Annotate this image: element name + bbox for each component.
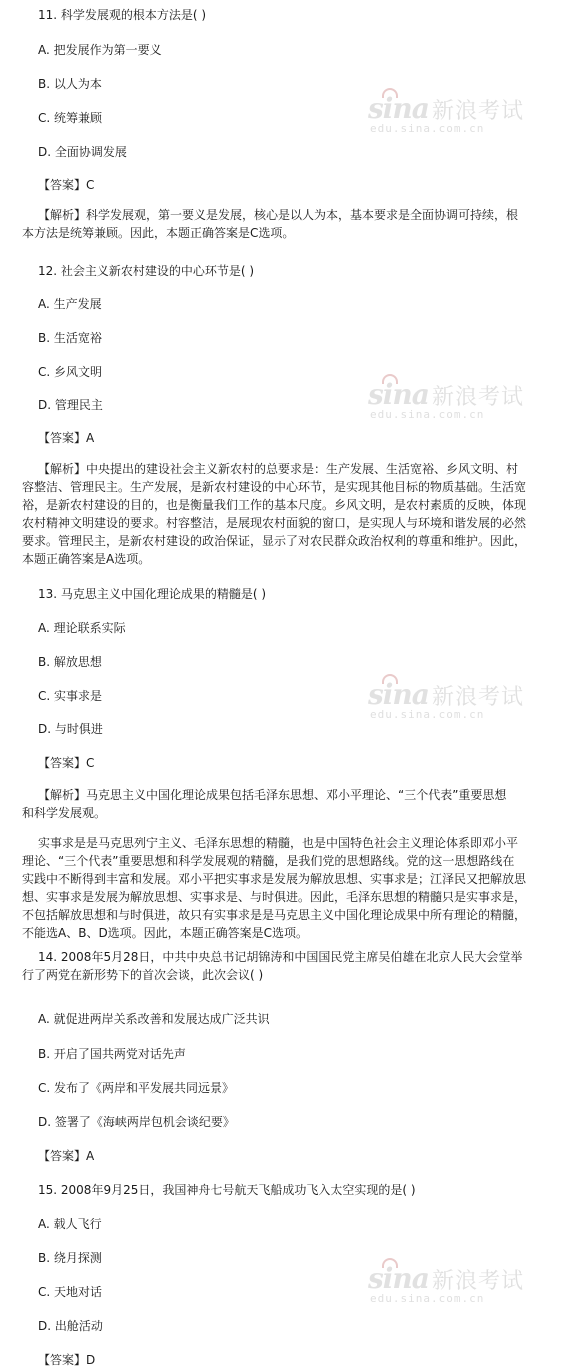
q11-option-c: C. 统筹兼顾 — [38, 111, 103, 125]
q12-option-a: A. 生产发展 — [38, 297, 102, 311]
analysis-line: 农村精神文明建设的要求。村容整洁，是展现农村面貌的窗口，是实现人与环境和谐发展的必然 — [22, 516, 527, 530]
sina-eye-icon — [382, 1258, 398, 1268]
watermark-cn: 新浪考试 — [432, 99, 525, 124]
q11-analysis — [22, 206, 518, 242]
q14-answer: 【答案】A — [38, 1149, 95, 1163]
q15-answer: 【答案】D — [38, 1353, 96, 1367]
question-line: 14. 2008年5月28日，中共中央总书记胡锦涛和中国国民党主席吴伯雄在北京人民大会堂举 — [38, 950, 523, 964]
analysis-line: 实事求是是马克思列宁主义、毛泽东思想的精髓，也是中国特色社会主义理论体系即邓小平 — [38, 836, 519, 850]
q14-option-b: B. 开启了国共两党对话先声 — [38, 1047, 186, 1061]
analysis-line: 本方法是统筹兼顾。因此，本题正确答案是C选项。 — [22, 226, 295, 240]
q13-option-b: B. 解放思想 — [38, 655, 102, 669]
q14-option-c: C. 发布了《两岸和平发展共同远景》 — [38, 1081, 235, 1095]
watermark — [368, 1262, 548, 1308]
sina-eye-icon — [382, 674, 398, 684]
watermark-logo: sina — [368, 1262, 429, 1295]
question-11: 11. 科学发展观的根本方法是( ) — [38, 8, 207, 22]
q12-analysis — [22, 460, 526, 568]
watermark-url: edu.sina.com.cn — [370, 1292, 485, 1305]
q15-option-d: D. 出舱活动 — [38, 1319, 103, 1333]
sina-eye-icon — [382, 374, 398, 384]
watermark-logo: sina — [368, 678, 429, 711]
q14-option-d: D. 签署了《海峡两岸包机会谈纪要》 — [38, 1115, 235, 1129]
q12-answer: 【答案】A — [38, 431, 95, 445]
watermark-logo: sina — [368, 92, 429, 125]
analysis-line: 不包括解放思想和与时俱进，故只有实事求是是马克思主义中国化理论成果中所有理论的精髓， — [22, 908, 527, 922]
analysis-line: 理论、“三个代表”重要思想和科学发展观的精髓，是我们党的思想路线。党的这一思想路线在 — [22, 854, 515, 868]
analysis-line: 【解析】马克思主义中国化理论成果包括毛泽东思想、邓小平理论、“三个代表”重要思想 — [38, 788, 507, 802]
q13-option-d: D. 与时俱进 — [38, 722, 103, 736]
analysis-line: 【解析】中央提出的建设社会主义新农村的总要求是：生产发展、生活宽裕、乡风文明、村 — [38, 462, 519, 476]
watermark — [368, 378, 548, 424]
q15-option-a: A. 载人飞行 — [38, 1217, 102, 1231]
q12-option-b: B. 生活宽裕 — [38, 331, 102, 345]
q15-option-c: C. 天地对话 — [38, 1285, 103, 1299]
watermark-url: edu.sina.com.cn — [370, 708, 485, 721]
q13-analysis — [22, 786, 506, 822]
analysis-line: 实践中不断得到丰富和发展。邓小平把实事求是发展为解放思想、实事求是；江泽民又把解放思 — [22, 872, 527, 886]
watermark-url: edu.sina.com.cn — [370, 408, 485, 421]
q11-option-d: D. 全面协调发展 — [38, 145, 127, 159]
q12-option-c: C. 乡风文明 — [38, 365, 103, 379]
analysis-line: 本题正确答案是A选项。 — [22, 552, 151, 566]
question-12: 12. 社会主义新农村建设的中心环节是( ) — [38, 264, 255, 278]
analysis-line: 想、实事求是发展为解放思想、实事求是、与时俱进。因此，毛泽东思想的精髓只是实事求是， — [22, 890, 527, 904]
watermark-logo: sina — [368, 378, 429, 411]
question-13: 13. 马克思主义中国化理论成果的精髓是( ) — [38, 587, 267, 601]
analysis-line: 和科学发展观。 — [22, 806, 107, 820]
q13-answer: 【答案】C — [38, 756, 95, 770]
question-15: 15. 2008年9月25日，我国神舟七号航天飞船成功飞入太空实现的是( ) — [38, 1183, 416, 1197]
analysis-line: 【解析】科学发展观，第一要义是发展，核心是以人为本，基本要求是全面协调可持续，根 — [38, 208, 519, 222]
q13-option-c: C. 实事求是 — [38, 689, 103, 703]
question-14 — [22, 948, 522, 984]
q11-answer: 【答案】C — [38, 178, 95, 192]
q14-option-a: A. 就促进两岸关系改善和发展达成广泛共识 — [38, 1012, 270, 1026]
watermark-url: edu.sina.com.cn — [370, 122, 485, 135]
q13-option-a: A. 理论联系实际 — [38, 621, 126, 635]
q11-option-a: A. 把发展作为第一要义 — [38, 43, 162, 57]
watermark-cn: 新浪考试 — [432, 685, 525, 710]
q13-analysis-2 — [22, 834, 526, 942]
analysis-line: 不能选A、B、D选项。因此，本题正确答案是C选项。 — [22, 926, 309, 940]
q12-option-d: D. 管理民主 — [38, 398, 103, 412]
watermark-cn: 新浪考试 — [432, 1269, 525, 1294]
sina-eye-icon — [382, 88, 398, 98]
watermark — [368, 92, 548, 138]
watermark-cn: 新浪考试 — [432, 385, 525, 410]
watermark — [368, 678, 548, 724]
q11-option-b: B. 以人为本 — [38, 77, 102, 91]
analysis-line: 要求。管理民主，是新农村建设的政治保证，显示了对农民群众政治权利的尊重和维护。因此， — [22, 534, 527, 548]
analysis-line: 容整洁、管理民主。生产发展，是新农村建设的中心环节，是实现其他目标的物质基础。生活宽 — [22, 480, 527, 494]
q15-option-b: B. 绕月探测 — [38, 1251, 102, 1265]
analysis-line: 裕，是新农村建设的目的，也是衡量我们工作的基本尺度。乡风文明，是农村素质的反映，体现 — [22, 498, 527, 512]
question-line: 行了两党在新形势下的首次会谈，此次会议( ) — [22, 968, 264, 982]
